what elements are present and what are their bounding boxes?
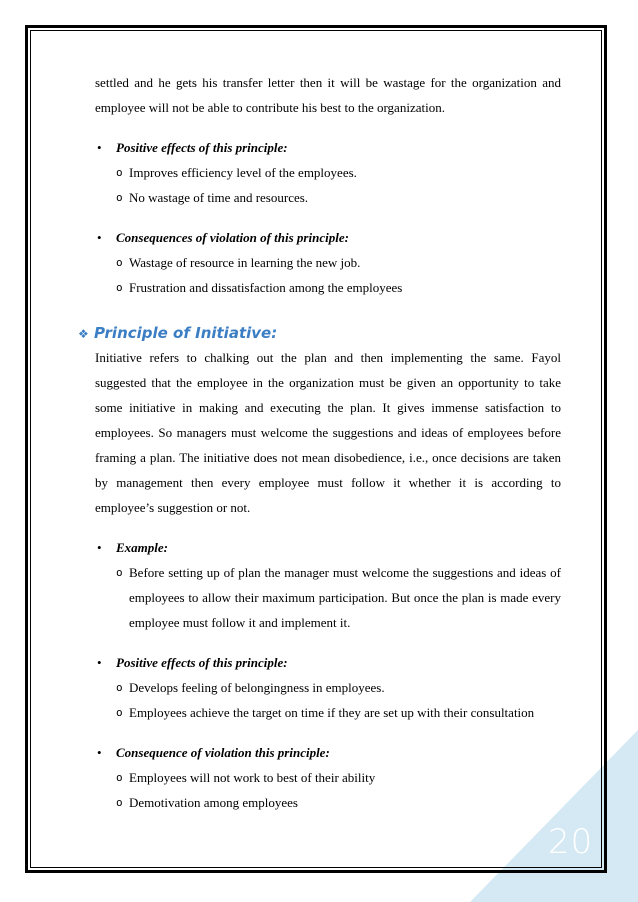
page-content	[78, 70, 561, 815]
list-item: o Develops feeling of belongingness in employees.	[95, 675, 561, 700]
list-item: o Frustration and dissatisfaction among the employees	[95, 275, 561, 300]
diamond-icon: ❖	[78, 327, 89, 341]
initiative-paragraph: Initiative refers to chalking out the plan and then implementing the same. Fayol suggested that the employee in the organization must be given an opportunity to take some initiative in making and executing the plan. It gives immense satisfaction to employees. So managers must welcome the suggestions and ideas of employees before framing a plan. The initiative does not mean disobedience, i.e., once decisions are taken by management then every employee must follow it whether it is according to employee’s suggestion or not.	[95, 350, 561, 515]
consequences-label: • Consequences of violation of this principle:	[95, 225, 561, 250]
heading-text: Principle of Initiative:	[94, 324, 278, 342]
list-item: o Employees will not work to best of their ability	[95, 765, 561, 790]
page-number: 20	[548, 822, 594, 862]
positive-effects-label: • Positive effects of this principle:	[95, 650, 561, 675]
list-item: o Demotivation among employees	[95, 790, 561, 815]
consequences-label: • Consequence of violation this principle:	[95, 740, 561, 765]
example-label: • Example:	[95, 535, 561, 560]
positive-effects-label: • Positive effects of this principle:	[95, 135, 561, 160]
list-item: o Employees achieve the target on time if they are set up with their consultation	[95, 700, 561, 725]
section-heading	[78, 322, 561, 345]
intro-paragraph: settled and he gets his transfer letter then it will be wastage for the organization and employee will not be able to contribute his best to the organization.	[95, 75, 561, 115]
list-item: o Improves efficiency level of the employees.	[95, 160, 561, 185]
list-item: o No wastage of time and resources.	[95, 185, 561, 210]
list-item: o Before setting up of plan the manager must welcome the suggestions and ideas of employees to allow their maximum participation. But once the plan is made every employee must follow it and implement it.	[95, 560, 561, 635]
list-item: o Wastage of resource in learning the new job.	[95, 250, 561, 275]
